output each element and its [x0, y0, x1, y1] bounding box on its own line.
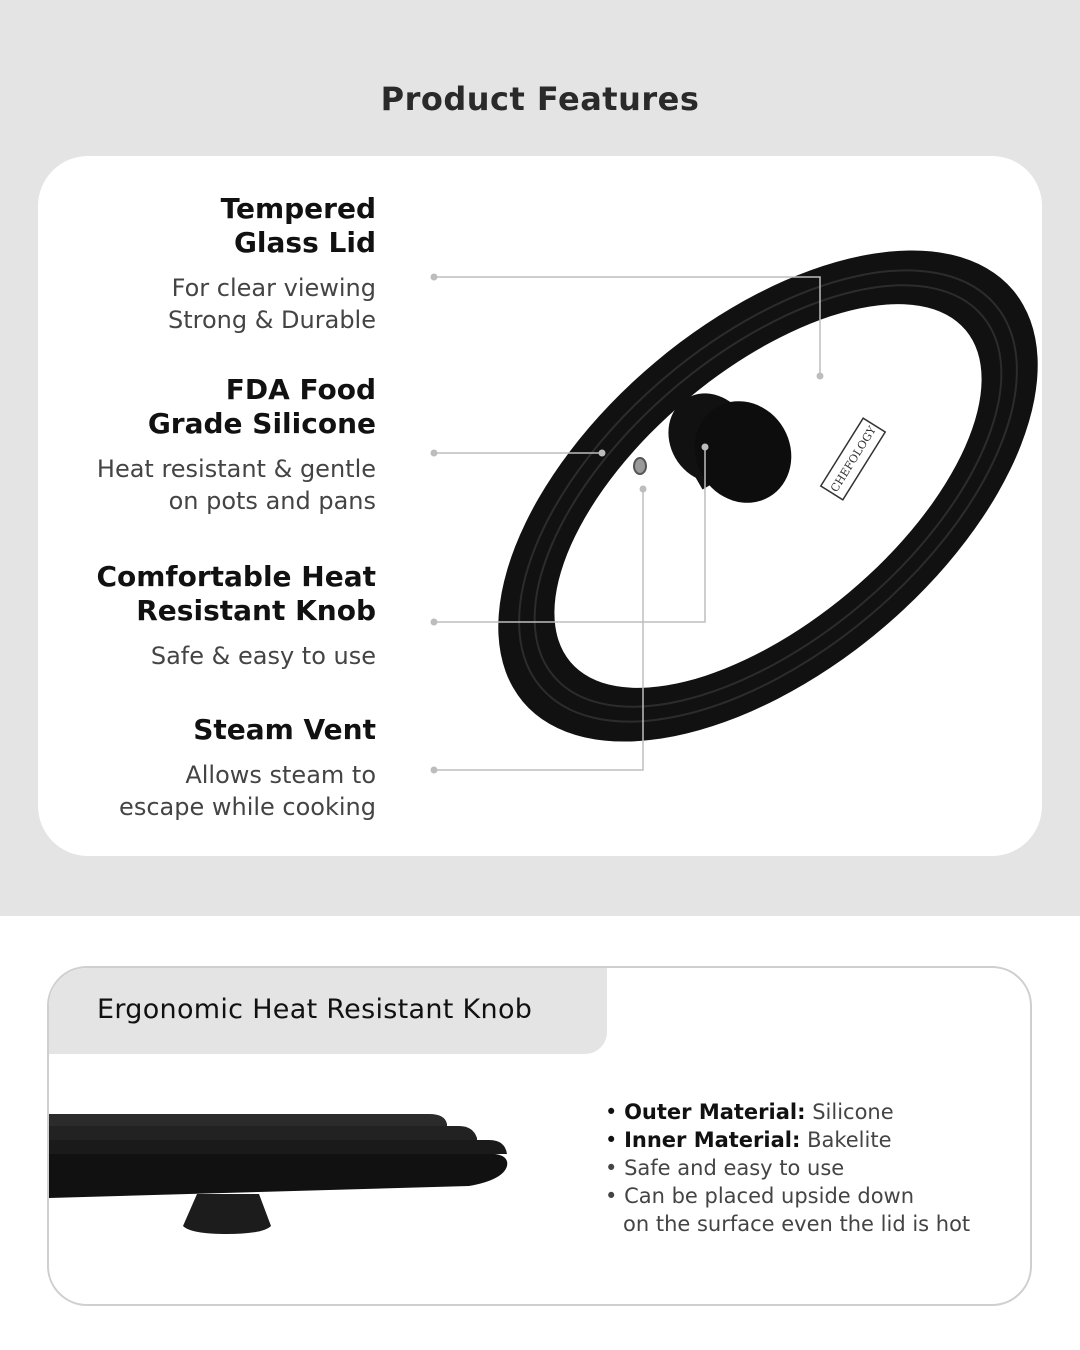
- spec-value: on the surface even the lid is hot: [623, 1212, 971, 1236]
- spec-value: Bakelite: [807, 1128, 892, 1152]
- spec-label: Outer Material:: [624, 1100, 806, 1124]
- feature-desc: Safe & easy to use: [150, 642, 376, 670]
- feature-title: Tempered Glass Lid: [220, 192, 376, 259]
- feature-silicone: [36, 373, 376, 517]
- spec-item: [605, 1098, 1025, 1126]
- svg-text:CHEFOLOGY: CHEFOLOGY: [828, 424, 879, 495]
- spec-item: [605, 1126, 1025, 1154]
- feature-title: Steam Vent: [193, 713, 376, 746]
- features-card: [38, 156, 1042, 856]
- spec-tab: [49, 968, 607, 1054]
- spec-item: [605, 1210, 1025, 1238]
- page-title: Product Features: [380, 80, 700, 118]
- steam-vent-icon: [634, 458, 646, 474]
- spec-value: Safe and easy to use: [624, 1156, 845, 1180]
- feature-desc: Allows steam to escape while cooking: [119, 761, 376, 821]
- feature-steam-vent: [36, 713, 376, 823]
- spec-tab-label: Ergonomic Heat Resistant Knob: [97, 994, 533, 1025]
- bullet: •: [605, 1128, 618, 1152]
- knob-side-view: [49, 1094, 529, 1274]
- feature-glass-lid: [36, 192, 376, 336]
- spec-value: Silicone: [812, 1100, 894, 1124]
- bullet: •: [605, 1100, 618, 1124]
- bullet: •: [605, 1184, 618, 1208]
- feature-knob: [36, 560, 376, 672]
- spec-card: [47, 966, 1032, 1306]
- feature-title: Comfortable Heat Resistant Knob: [96, 560, 376, 627]
- spec-value: Can be placed upside down: [624, 1184, 915, 1208]
- feature-desc: For clear viewing Strong & Durable: [167, 274, 376, 334]
- spec-item: [605, 1154, 1025, 1182]
- feature-title: FDA Food Grade Silicone: [147, 373, 376, 440]
- spec-item: [605, 1182, 1025, 1210]
- spec-list: [605, 1098, 1025, 1238]
- bullet: •: [605, 1156, 618, 1180]
- feature-desc: Heat resistant & gentle on pots and pans: [96, 455, 376, 515]
- spec-label: Inner Material:: [624, 1128, 801, 1152]
